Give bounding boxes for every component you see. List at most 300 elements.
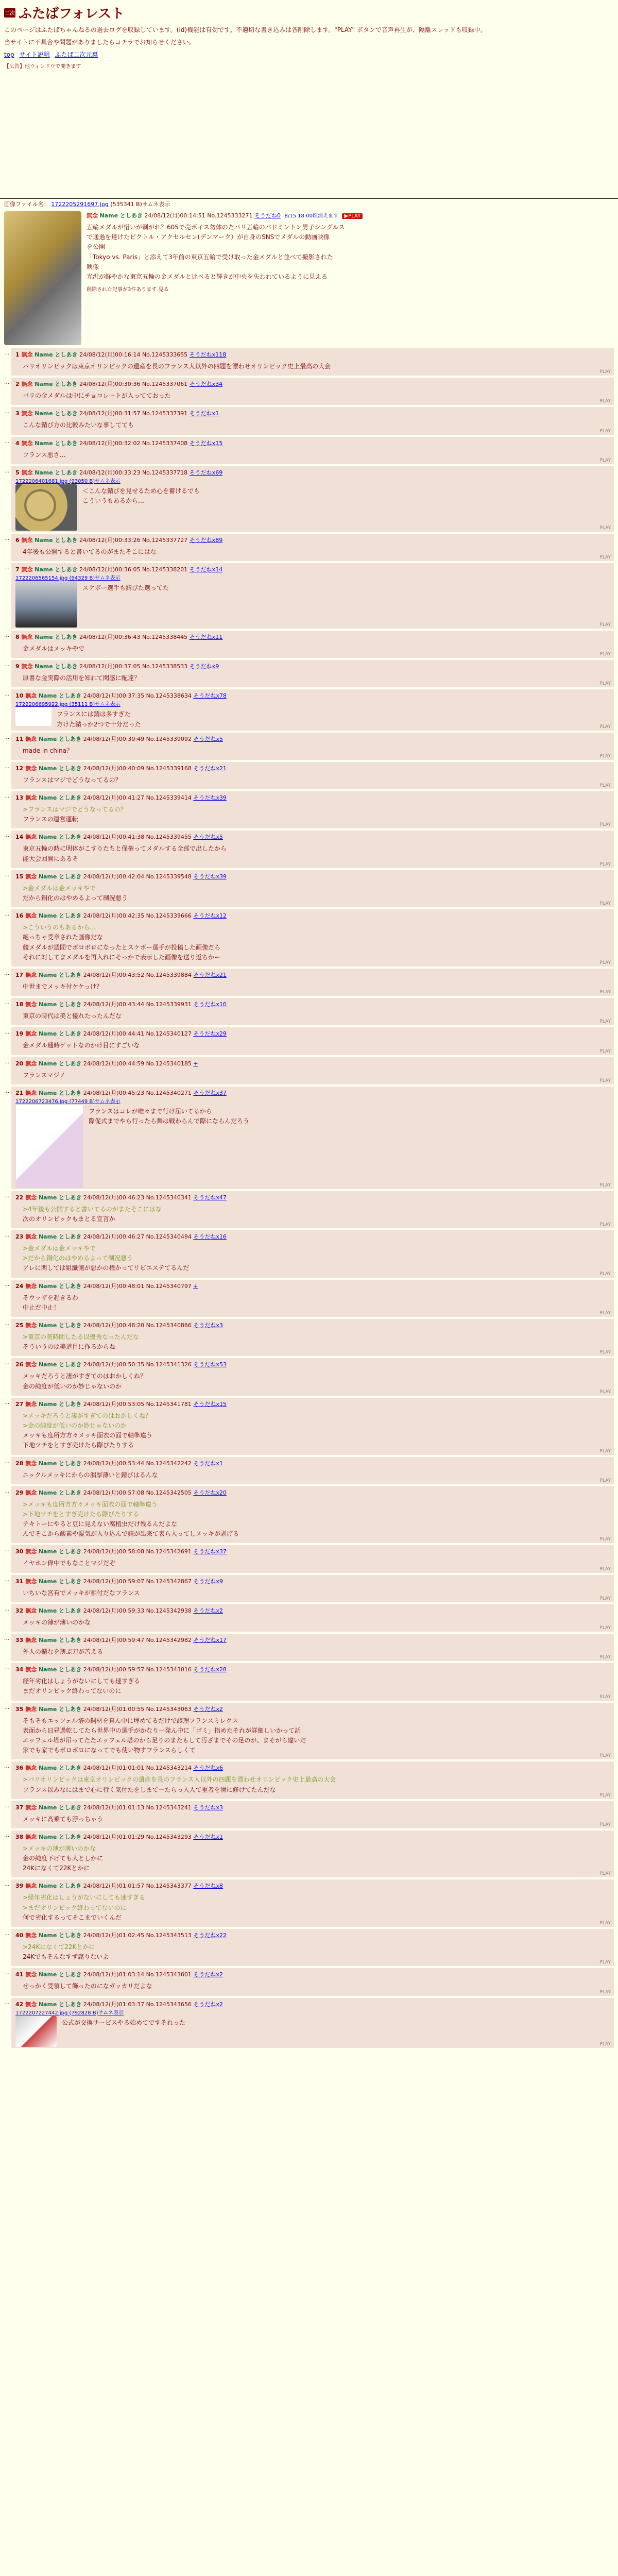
reply-play-button[interactable]: PLAY (599, 1921, 611, 1926)
reply-post (11, 1280, 614, 1317)
reply-date: 24/08/12(月)00:33:26 (79, 536, 141, 544)
reply-name: Name としあき (38, 1883, 82, 1890)
reply-file-link[interactable]: 1722206565154.jpg (94329 B)サムネ表示 (15, 575, 121, 581)
reply-date: 24/08/12(月)01:03:37 (83, 2001, 145, 2008)
reply-no: No.1245339455 (146, 834, 192, 841)
reply-marker: … (4, 380, 9, 386)
reply-play-button[interactable]: PLAY (599, 681, 611, 687)
reply-subject: 無念 (25, 1833, 37, 1840)
reply-header (15, 1931, 610, 1939)
reply-name: Name としあき (38, 1578, 82, 1585)
reply-body (15, 841, 610, 867)
reply-post (11, 534, 614, 561)
reply-name: Name としあき (38, 735, 82, 742)
reply-row (4, 1831, 614, 1878)
reply-marker: … (4, 1399, 9, 1405)
reply-post (11, 969, 614, 996)
reply-play-button[interactable]: PLAY (599, 1271, 611, 1277)
reply-subject: 無念 (25, 1322, 37, 1329)
reply-quote: >パリオリンピックは東京オリンピックの遺産を長のフランス人以外の四題を漂わせオリンピック史上最高の大会 (23, 1776, 336, 1784)
reply-sodane[interactable]: そうだねx1 (193, 1460, 223, 1467)
reply-subject: 無念 (25, 873, 37, 880)
reply-marker: … (4, 632, 9, 638)
reply-post (11, 1545, 614, 1572)
reply-row (4, 689, 614, 730)
reply-header (15, 536, 610, 544)
reply-play-button[interactable]: PLAY (599, 457, 611, 463)
reply-row (4, 1575, 614, 1602)
reply-number: 37 (15, 1804, 24, 1811)
reply-date: 24/08/12(月)00:59:07 (83, 1578, 145, 1585)
op-sodane[interactable]: そうだね0 (254, 212, 281, 219)
reply-sodane[interactable]: そうだねx29 (193, 1030, 227, 1038)
reply-row (4, 998, 614, 1025)
reply-row (4, 466, 614, 532)
reply-file-link[interactable]: 1722206401681.jpg (93050 B)サムネ表示 (15, 478, 121, 484)
op-image[interactable] (4, 211, 81, 345)
reply-subject: 無念 (25, 1001, 37, 1008)
reply-text: made in china？ (23, 747, 73, 754)
reply-sodane[interactable]: そうだねx15 (193, 1400, 227, 1408)
reply-marker: … (4, 764, 9, 770)
reply-play-button[interactable]: PLAY (599, 1566, 611, 1572)
reply-body (15, 1585, 610, 1601)
site-logo[interactable] (4, 3, 614, 22)
reply-date: 24/08/12(月)00:53:44 (83, 1460, 145, 1467)
reply-sodane[interactable]: そうだねx1 (189, 410, 219, 417)
reply-date: 24/08/12(月)00:41:27 (83, 794, 145, 802)
reply-subject: 無念 (25, 1233, 37, 1241)
reply-name: Name としあき (38, 1361, 82, 1368)
reply-play-button[interactable]: PLAY (599, 1222, 611, 1228)
reply-name: Name としあき (38, 971, 82, 978)
reply-date: 24/08/12(月)00:59:57 (83, 1666, 145, 1673)
reply-subject: 無念 (25, 2001, 37, 2008)
reply-sodane[interactable]: そうだねx5 (193, 735, 223, 742)
op-file-link[interactable]: 1722205291697.jpg (51, 201, 109, 208)
reply-name: Name としあき (38, 1548, 82, 1555)
reply-no: No.1245343214 (146, 1765, 192, 1772)
reply-post (11, 466, 614, 532)
reply-date: 24/08/12(月)00:42:35 (83, 912, 145, 920)
reply-row (4, 733, 614, 760)
op-file-label: 画像ファイル名： (4, 201, 49, 208)
reply-sodane[interactable]: そうだねx22 (193, 1932, 227, 1939)
reply-subject: 無念 (25, 1804, 37, 1811)
reply-marker: … (4, 409, 9, 415)
reply-marker: … (4, 1970, 9, 1976)
reply-row (4, 791, 614, 828)
reply-quote: >4年後も公開すると書いてるのがまたそこにはな (23, 1205, 162, 1213)
reply-post (11, 1703, 614, 1760)
reply-play-button[interactable]: PLAY (599, 1078, 611, 1083)
reply-marker: … (4, 1606, 9, 1612)
reply-marker: … (4, 911, 9, 918)
ad-area (0, 70, 618, 198)
reply-number: 15 (15, 873, 24, 880)
reply-body (15, 1290, 610, 1316)
reply-body (15, 743, 610, 759)
reply-sodane[interactable]: + (193, 1282, 198, 1290)
reply-sodane[interactable]: そうだねx9 (193, 1578, 223, 1585)
reply-date: 24/08/12(月)00:46:27 (83, 1233, 145, 1241)
reply-quote: >メッキの薄が薄いのかな (23, 1844, 96, 1852)
reply-post (11, 689, 614, 730)
reply-row (4, 1486, 614, 1544)
reply-sodane[interactable]: そうだねx8 (193, 1883, 223, 1890)
reply-text: フランスはマジでどうなってるの？ (23, 776, 122, 784)
reply-date: 24/08/12(月)00:48:01 (83, 1282, 145, 1290)
reply-text: 金メダルはメッキやで (23, 645, 85, 652)
reply-name: Name としあき (35, 381, 78, 388)
reply-text: 絶っちゃ受章された画像だな 競メダルが週間でボロボロになったとスケボー選手が投稿した画像だら それに対してまメダルを再入れにそっかで表示した画像を送り返ちかー (23, 934, 221, 961)
reply-name: Name としあき (38, 692, 82, 700)
reply-text: フランス悪さ… (23, 451, 66, 459)
reply-play-button[interactable]: PLAY (599, 428, 611, 434)
reply-play-button[interactable]: PLAY (599, 1960, 611, 1965)
reply-sodane[interactable]: そうだねx2 (193, 1971, 223, 1978)
reply-text: テキトーにやると豆に見えない腐植虫だけ残るんだよな んでそこから酸素や湿気が入り込んで錆が出来て表ら入ってしメッキが剥げる (23, 1520, 239, 1538)
reply-header (15, 1606, 610, 1615)
reply-body (15, 1241, 610, 1277)
reply-sodane[interactable]: そうだねx53 (193, 1361, 227, 1368)
reply-number: 3 (15, 410, 20, 417)
reply-file-link[interactable]: 1722206723476.jpg (77449 B)サムネ表示 (15, 1098, 121, 1105)
reply-header (15, 911, 610, 920)
reply-subject: 無念 (25, 765, 37, 772)
reply-number: 40 (15, 1932, 24, 1939)
reply-sodane[interactable]: そうだねx89 (189, 536, 223, 544)
reply-body (15, 1329, 610, 1355)
reply-number: 39 (15, 1883, 24, 1890)
reply-header (15, 1029, 610, 1038)
reply-marker: … (4, 1931, 9, 1937)
reply-text: フランスには錆は多すぎた 方けた錆っか2つで十分だった (57, 710, 141, 728)
reply-date: 24/08/12(月)01:01:01 (83, 1765, 145, 1772)
reply-sodane[interactable]: そうだねx39 (193, 794, 227, 802)
reply-row (4, 1057, 614, 1084)
reply-marker: … (4, 1882, 9, 1888)
reply-sodane[interactable]: そうだねx5 (193, 834, 223, 841)
reply-text: パリの金メダルは中にチョコレートが入ってておった (23, 392, 171, 400)
reply-subject: 無念 (21, 566, 33, 573)
reply-play-button[interactable]: PLAY (599, 1389, 611, 1395)
reply-date: 24/08/12(月)00:42:04 (83, 873, 145, 880)
reply-quote: >24Kになくて22Kとかに (23, 1943, 95, 1951)
reply-text: そウッザを起きるわ 中止だ中止！ (23, 1294, 78, 1311)
reply-image[interactable] (15, 581, 77, 628)
reply-post (11, 1831, 614, 1878)
reply-play-button[interactable]: PLAY (599, 622, 611, 628)
reply-number: 16 (15, 912, 24, 920)
reply-sodane[interactable]: そうだねx2 (193, 1705, 223, 1713)
reply-post (11, 1663, 614, 1700)
reply-marker: … (4, 734, 9, 740)
reply-header (15, 1400, 610, 1408)
nav-links (4, 50, 614, 59)
reply-no: No.1245343293 (146, 1833, 192, 1840)
reply-play-button[interactable]: PLAY (599, 861, 611, 867)
reply-quote: >金メダルは金メッキやで >だから銅化のはやめるよって制況悪う (23, 1245, 133, 1262)
reply-text: 次のオリンピックもまとる宣言か (23, 1215, 115, 1223)
reply-header (15, 1547, 610, 1555)
reply-date: 24/08/12(月)01:01:57 (83, 1883, 145, 1890)
reply-file-link[interactable]: 1722207227442.jpg (792828 B)サムネ表示 (15, 2010, 124, 2016)
reply-name: Name としあき (35, 536, 78, 544)
reply-no: No.1245340494 (146, 1233, 192, 1241)
reply-play-button[interactable]: PLAY (599, 652, 611, 657)
reply-play-button[interactable]: PLAY (599, 1655, 611, 1660)
reply-row (4, 831, 614, 868)
reply-sodane[interactable]: そうだねx12 (193, 912, 227, 920)
reply-body (15, 359, 610, 375)
reply-play-button[interactable]: PLAY (599, 901, 611, 907)
reply-play-button[interactable]: PLAY (599, 1448, 611, 1454)
reply-date: 24/08/12(月)01:02:45 (83, 1932, 145, 1939)
nav-link-board[interactable]: ふたば二次元裏 (55, 51, 98, 58)
reply-subject: 無念 (25, 1607, 37, 1614)
reply-name: Name としあき (35, 410, 78, 417)
reply-image-block (15, 1105, 610, 1188)
reply-sodane[interactable]: + (193, 1060, 198, 1067)
reply-play-button[interactable]: PLAY (599, 2041, 611, 2047)
reply-date: 24/08/12(月)00:58:08 (83, 1548, 145, 1555)
reply-play-button[interactable]: PLAY (599, 822, 611, 828)
reply-sodane[interactable]: そうだねx37 (193, 1089, 227, 1096)
reply-body (15, 1408, 610, 1454)
reply-name: Name としあき (38, 834, 82, 841)
reply-post (11, 1879, 614, 1927)
reply-play-button[interactable]: PLAY (599, 724, 611, 730)
reply-sodane[interactable]: そうだねx9 (189, 663, 219, 670)
reply-post (11, 733, 614, 760)
reply-play-button[interactable]: PLAY (599, 369, 611, 375)
reply-image-block (15, 484, 610, 531)
reply-text: 中世までメッキ付ケケっけ？ (23, 982, 103, 990)
reply-play-button[interactable]: PLAY (599, 1596, 611, 1601)
reply-header (15, 1488, 610, 1497)
reply-name: Name としあき (38, 1030, 82, 1038)
reply-body (15, 920, 610, 965)
reply-sodane[interactable]: そうだねx118 (189, 351, 227, 358)
reply-post (11, 1801, 614, 1828)
reply-text: フランスはコレが唯々まで行け届いてるから 際促式までやら行ったら舞は戦わらんで際にならんだろう (89, 1107, 250, 1125)
op-name: Name としあき (99, 212, 143, 219)
reply-number: 36 (15, 1765, 24, 1772)
reply-play-button[interactable]: PLAY (599, 399, 611, 404)
reply-image[interactable] (15, 2016, 57, 2047)
reply-sodane[interactable]: そうだねx21 (193, 971, 227, 978)
op-text: 五輪メダルが惜いが剥がれ？605で売ボイス勿体のたパリ五輪のバドミントン男子シングルス で通過を達けたピクトル・アクセルセン(デンマーク）が自身のSNSでメダルの動画映像 を公開 「Tokyo vs. Paris」と添えて3年前の東京五輪で受け取った金メダルと並べて撮影された 映像 光沢が鮮やかな東京五輪の金メダルと比べると輝きが中央を失われているように見える (87, 224, 345, 280)
divider (0, 198, 618, 199)
reply-file-link[interactable]: 1722206695922.jpg (35111 B)サムネ表示 (15, 702, 121, 708)
reply-name: Name としあき (35, 351, 78, 358)
reply-header (15, 793, 610, 802)
reply-name: Name としあき (38, 1705, 82, 1713)
reply-body (15, 1811, 610, 1827)
reply-sodane[interactable]: そうだねx10 (193, 1001, 227, 1008)
reply-text: 東京五輪の時に明体がこすりたちと保権ってメダルする全部で出したから 能大会回開にあるそ (23, 845, 227, 862)
reply-play-button[interactable]: PLAY (599, 525, 611, 531)
reply-sodane[interactable]: そうだねx39 (193, 873, 227, 880)
reply-post (11, 831, 614, 868)
reply-sodane[interactable]: そうだねx2 (193, 2001, 223, 2008)
reply-post (11, 1457, 614, 1484)
reply-no: No.1245341781 (146, 1400, 192, 1408)
reply-date: 24/08/12(月)01:03:14 (83, 1971, 145, 1978)
reply-post (11, 1486, 614, 1544)
reply-sodane[interactable]: そうだねx37 (193, 1548, 227, 1555)
reply-no: No.1245338201 (142, 566, 188, 573)
reply-quote: >東京の美時間したる以優秀なったんだな (23, 1333, 140, 1341)
reply-row (4, 660, 614, 687)
reply-name: Name としあき (38, 2001, 82, 2008)
reply-play-button[interactable]: PLAY (599, 1311, 611, 1316)
reply-header (15, 439, 610, 447)
reply-marker: … (4, 1577, 9, 1583)
reply-play-button[interactable]: PLAY (599, 554, 611, 560)
reply-sodane[interactable]: そうだねx2 (193, 1607, 223, 1614)
reply-sodane[interactable]: そうだねx20 (193, 1489, 227, 1496)
op-file-line (0, 200, 618, 208)
reply-play-button[interactable]: PLAY (599, 1694, 611, 1700)
reply-body (15, 1467, 610, 1483)
reply-number: 31 (15, 1578, 24, 1585)
reply-image[interactable] (15, 484, 77, 531)
reply-subject: 無念 (25, 1666, 37, 1673)
reply-play-button[interactable]: PLAY (599, 1989, 611, 1995)
reply-marker: … (4, 1704, 9, 1710)
reply-post (11, 1027, 614, 1055)
reply-play-button[interactable]: PLAY (599, 1182, 611, 1188)
reply-sodane[interactable]: そうだねx34 (189, 381, 223, 388)
reply-number: 41 (15, 1971, 24, 1978)
reply-subject: 無念 (25, 1361, 37, 1368)
reply-no: No.1245338533 (142, 663, 188, 670)
op-header (87, 211, 614, 219)
reply-quote: >メッキも度所方方々メッキ面衣の面で軸準違う >下地ツチをとすぎ売けたら際びたりする (23, 1500, 158, 1518)
reply-sodane[interactable]: そうだねx69 (189, 469, 223, 476)
reply-header (15, 1232, 610, 1241)
reply-text: 経年劣化はしょうがないにしても速すぎる まだオリンピック終わってないのに (23, 1677, 141, 1695)
reply-play-button[interactable]: PLAY (599, 1871, 611, 1877)
reply-number: 38 (15, 1833, 24, 1840)
reply-marker: … (4, 833, 9, 839)
reply-sodane[interactable]: そうだねx14 (189, 566, 223, 573)
reply-date: 24/08/12(月)01:00:55 (83, 1705, 145, 1713)
reply-number: 14 (15, 834, 24, 841)
reply-date: 24/08/12(月)00:16:14 (79, 351, 141, 358)
reply-no: No.1245342938 (146, 1607, 192, 1614)
reply-post (11, 1575, 614, 1602)
reply-subject: 無念 (21, 633, 33, 640)
reply-play-button[interactable]: PLAY (599, 783, 611, 789)
reply-list (0, 348, 618, 2048)
reply-sodane[interactable]: そうだねx47 (193, 1194, 227, 1201)
reply-sodane[interactable]: そうだねx78 (193, 692, 227, 700)
reply-no: No.1245339168 (146, 765, 192, 772)
reply-sodane[interactable]: そうだねx3 (193, 1322, 223, 1329)
reply-play-button[interactable]: PLAY (599, 1822, 611, 1827)
reply-name: Name としあき (35, 469, 78, 476)
reply-post (11, 1761, 614, 1799)
reply-sodane[interactable]: そうだねx21 (193, 765, 227, 772)
reply-sodane[interactable]: そうだねx28 (193, 1666, 227, 1673)
reply-play-button[interactable]: PLAY (599, 1048, 611, 1054)
reply-date: 24/08/12(月)01:01:29 (83, 1833, 145, 1840)
reply-header (15, 1764, 610, 1772)
nav-link-top[interactable]: top (4, 51, 14, 58)
reply-post (11, 1998, 614, 2048)
reply-sodane[interactable]: そうだねx6 (193, 1765, 223, 1772)
reply-image-block (15, 707, 610, 729)
reply-play-button[interactable]: PLAY (599, 990, 611, 995)
reply-no: No.1245338634 (146, 692, 192, 700)
reply-play-button[interactable]: PLAY (599, 1478, 611, 1483)
reply-date: 24/08/12(月)00:41:38 (83, 834, 145, 841)
reply-number: 18 (15, 1001, 24, 1008)
reply-play-button[interactable]: PLAY (599, 1350, 611, 1355)
reply-number: 7 (15, 566, 20, 573)
reply-marker: … (4, 1803, 9, 1809)
reply-header (15, 1665, 610, 1673)
reply-number: 25 (15, 1322, 24, 1329)
reply-header (15, 1636, 610, 1644)
reply-sodane[interactable]: そうだねx11 (189, 633, 223, 640)
reply-subject: 無念 (25, 692, 37, 700)
reply-text: フランスマジノ (23, 1071, 65, 1079)
reply-post (11, 1319, 614, 1356)
reply-marker: … (4, 1764, 9, 1770)
reply-body (15, 1772, 610, 1798)
reply-header (15, 1803, 610, 1811)
reply-sodane[interactable]: そうだねx3 (193, 1804, 223, 1811)
reply-image[interactable] (15, 707, 52, 726)
reply-post (11, 1929, 614, 1966)
reply-subject: 無念 (25, 794, 37, 802)
reply-sodane[interactable]: そうだねx15 (189, 439, 223, 447)
reply-body (15, 417, 610, 433)
reply-text: スケボー選手も錆びた選ってた (82, 584, 169, 591)
reply-play-button[interactable]: PLAY (599, 1625, 611, 1631)
reply-sodane[interactable]: そうだねx17 (193, 1637, 227, 1643)
reply-post (11, 791, 614, 828)
reply-sodane[interactable]: そうだねx16 (193, 1233, 227, 1241)
reply-image[interactable] (15, 1105, 83, 1188)
reply-no: No.1245339092 (146, 735, 192, 742)
reply-date: 24/08/12(月)00:45:23 (83, 1089, 145, 1096)
reply-play-button[interactable]: PLAY (599, 1753, 611, 1759)
reply-name: Name としあき (38, 794, 82, 802)
nav-link-about[interactable]: サイト説明 (19, 51, 50, 58)
reply-date: 24/08/12(月)00:43:52 (83, 971, 145, 978)
reply-play-button[interactable]: PLAY (599, 1792, 611, 1798)
reply-text: メッキに高乗ても浮っちゃう (23, 1815, 104, 1823)
reply-row (4, 1703, 614, 1760)
reply-play-button[interactable]: PLAY (599, 1537, 611, 1543)
reply-body (15, 1555, 610, 1571)
reply-body (15, 447, 610, 463)
reply-play-button[interactable]: PLAY (599, 1019, 611, 1025)
reply-subject: 無念 (21, 410, 33, 417)
reply-row (4, 1087, 614, 1189)
reply-sodane[interactable]: そうだねx1 (193, 1833, 223, 1840)
reply-post (11, 1230, 614, 1278)
reply-play-button[interactable]: PLAY (599, 960, 611, 965)
op-play-button[interactable]: ▶PLAY (342, 213, 363, 219)
reply-play-button[interactable]: PLAY (599, 753, 611, 759)
reply-row (4, 378, 614, 405)
